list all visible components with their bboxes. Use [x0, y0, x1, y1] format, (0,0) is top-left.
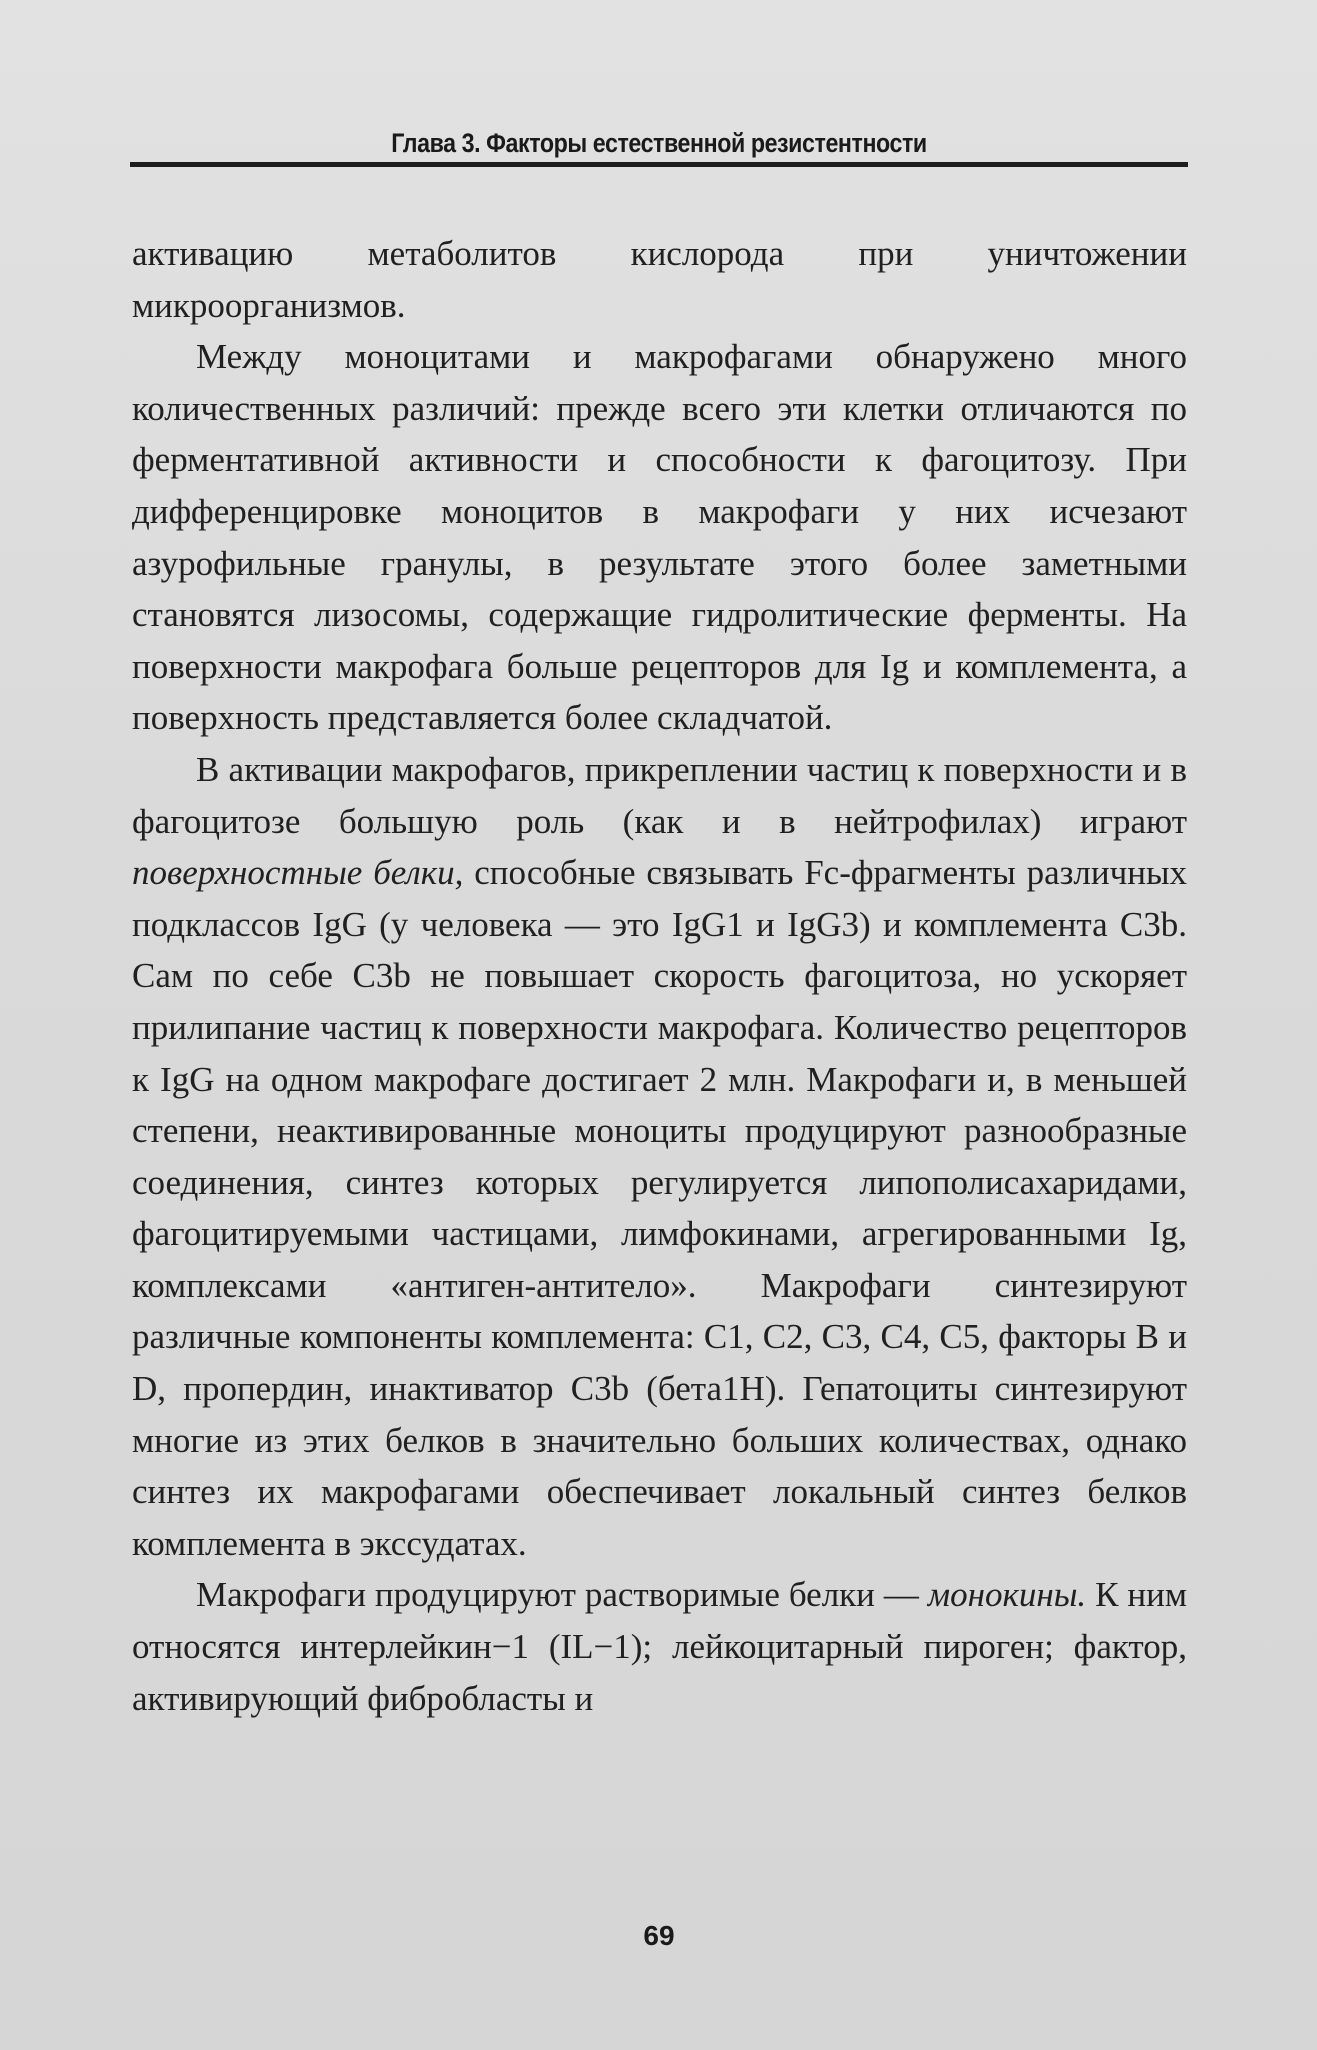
- paragraph-4-italic-term: монокины.: [927, 1575, 1087, 1615]
- running-head: Глава 3. Факторы естественной резистентности: [391, 128, 927, 158]
- paragraph-3: [132, 744, 1187, 1570]
- body-text: [132, 228, 1187, 1724]
- paragraph-4-text-after: К ним относятся интерлейкин−1 (IL−1); лейкоцитарный пироген; фактор, активирующий фибробласты и: [132, 1575, 1188, 1718]
- paragraph-2: Между моноцитами и макрофагами обнаружено много количественных различий: прежде всего эти клетки отличаются по ферментативной активности и способности к фагоцитозу. При дифференцировке моноцитов в макрофаги у них исчезают азурофильные гранулы, в результате этого более заметными становятся лизосомы, содержащие гидролитические ферменты. На поверхности макрофага больше рецепторов для Ig и комплемента, а поверхность представляется более складчатой.: [132, 337, 1187, 738]
- paragraph-4: [132, 1569, 1187, 1724]
- paragraph-4-text-before: Макрофаги продуцируют растворимые белки —: [196, 1575, 919, 1615]
- header-rule: [130, 162, 1188, 167]
- paragraph-3-italic-term: поверхностные белки,: [132, 853, 464, 893]
- page-number: 69: [643, 1920, 675, 1951]
- paragraph-3-text-after: способные связывать Fc-фрагменты различных подклассов IgG (у человека — это IgG1 и IgG3) и комплемента C3b. Сам по себе C3b не повышает скорость фагоцитоза, но ускоряет прилипание частиц к поверхности макрофага. Количество рецепторов к IgG на одном макрофаге достигает 2 млн. Макрофаги и, в меньшей степени, неактивированные моноциты продуцируют разнообразные соединения, синтез которых регулируется липополисахаридами, фагоцитируемыми частицами, лимфокинами, агрегированными Ig, комплексами «антиген-антитело». Макрофаги синтезируют различные компоненты комплемента: C1, C2, C3, C4, C5, факторы B и D, пропердин, инактиватор C3b (бета1H). Гепатоциты синтезируют многие из этих белков в значительно больших количествах, однако синтез их макрофагами обеспечивает локальный синтез белков комплемента в экссудатах.: [132, 853, 1187, 1563]
- paragraph-3-text-before: В активации макрофагов, прикреплении частиц к поверхности и в фагоцитозе большую роль (как и в нейтрофилах) играют: [132, 749, 1187, 841]
- paragraph-1: активацию метаболитов кислорода при уничтожении микроорганизмов.: [132, 234, 1187, 325]
